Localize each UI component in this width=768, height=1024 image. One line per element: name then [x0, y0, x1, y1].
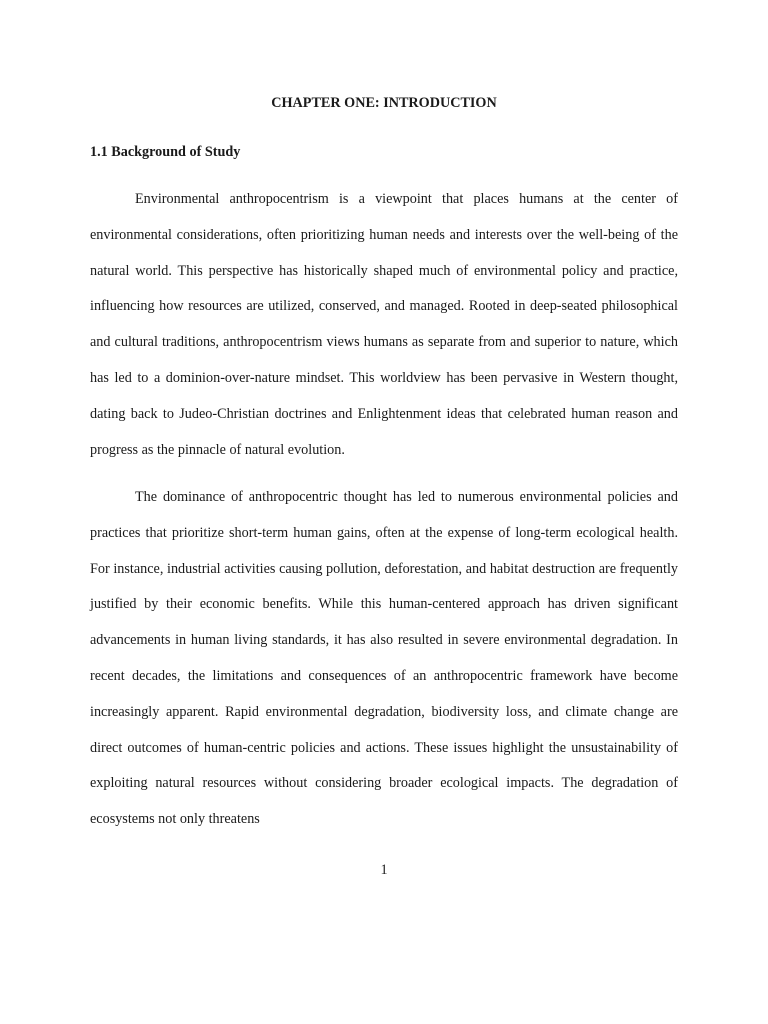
body-paragraph: The dominance of anthropocentric thought has led to numerous environmental policies and practices that prioritize short-term human gains, often at the expense of long-term ecological health. For instance, industrial activities causing pollution, deforestation, and habitat destruction are frequently justified by their economic benefits. While this human-centered approach has driven significant advancements in human living standards, it has also resulted in severe environmental degradation. In recent decades, the limitations and consequences of an anthropocentric framework have become increasingly apparent. Rapid environmental degradation, biodiversity loss, and climate change are direct outcomes of human-centric policies and actions. These issues highlight the unsustainability of exploiting natural resources without considering broader ecological impacts. The degradation of ecosystems not only threatens [90, 489, 678, 828]
body-paragraph: Environmental anthropocentrism is a viewpoint that places humans at the center of environmental considerations, often prioritizing human needs and interests over the well-being of the natural world. This perspective has historically shaped much of environmental policy and practice, influencing how resources are utilized, conserved, and managed. Rooted in deep-seated philosophical and cultural traditions, anthropocentrism views humans as separate from and superior to nature, which has led to a dominion-over-nature mindset. This worldview has been pervasive in Western thought, dating back to Judeo-Christian doctrines and Enlightenment ideas that celebrated human reason and progress as the pinnacle of natural evolution. [90, 191, 678, 458]
section-heading: 1.1 Background of Study [90, 144, 241, 160]
chapter-title: CHAPTER ONE: INTRODUCTION [271, 95, 497, 111]
page-number: 1 [380, 862, 388, 878]
